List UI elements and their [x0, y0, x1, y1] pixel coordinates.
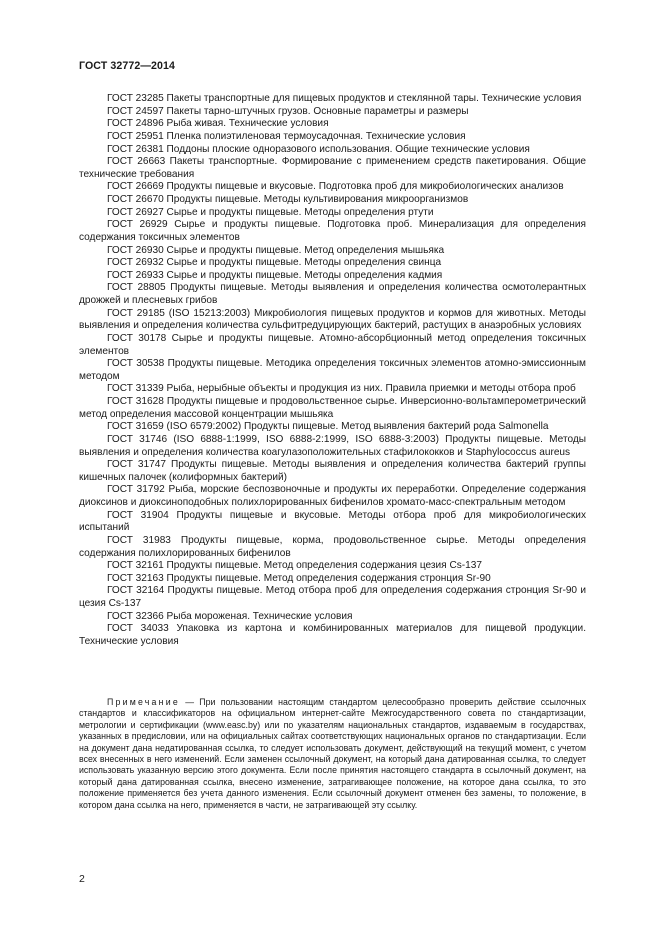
reference-item: ГОСТ 26932 Сырье и продукты пищевые. Методы определения свинца	[107, 257, 442, 269]
reference-item: ГОСТ 26933 Сырье и продукты пищевые. Методы определения кадмия	[107, 269, 443, 281]
reference-item: ГОСТ 26663 Пакеты транспортные. Формирование с применением средств пакетирования. Общие технические требования	[79, 156, 586, 180]
reference-item: ГОСТ 28805 Продукты пищевые. Методы выявления и определения количества осмотолерантных дрожжей и плесневых грибов	[79, 282, 586, 306]
reference-item: ГОСТ 31339 Рыба, нерыбные объекты и продукция из них. Правила приемки и методы отбора проб	[107, 383, 576, 395]
reference-item: ГОСТ 32366 Рыба мороженая. Технические условия	[107, 610, 353, 622]
reference-item: ГОСТ 31983 Продукты пищевые, корма, продовольственное сырье. Методы определения содержания полихлорированных бифенилов	[79, 534, 586, 559]
reference-item: ГОСТ 31747 Продукты пищевые. Методы выявления и определения количества бактерий группы кишечных палочек (колиформных бактерий)	[79, 459, 586, 483]
reference-item: ГОСТ 32163 Продукты пищевые. Метод определения содержания стронция Sr-90	[107, 572, 491, 584]
reference-item: ГОСТ 25951 Пленка полиэтиленовая термоусадочная. Технические условия	[107, 130, 466, 142]
reference-item: ГОСТ 34033 Упаковка из картона и комбинированных материалов для пищевой продукции. Технические условия	[79, 623, 586, 647]
note-label: Примечание	[107, 697, 180, 707]
reference-item: ГОСТ 26929 Сырье и продукты пищевые. Подготовка проб. Минерализация для определения содержания токсичных элементов	[79, 219, 586, 243]
reference-item: ГОСТ 24896 Рыба живая. Технические условия	[107, 118, 329, 130]
page-header: ГОСТ 32772—2014	[79, 60, 176, 72]
reference-item: ГОСТ 23285 Пакеты транспортные для пищевых продуктов и стеклянной тары. Технические условия	[107, 93, 582, 104]
reference-item: ГОСТ 31792 Рыба, морские беспозвоночные и продукты их переработки. Определение содержания диоксинов и диоксиноподобных полихлорированных бифенилов хромато-масс-спектральным методом	[79, 484, 586, 508]
note-text: — При пользовании настоящим стандартом целесообразно проверить действие ссылочных стандартов и классификаторов на официальном интернет-сайте Межгосударственного совета по стандартизации, метрологии и сертификации (www.easc.by) или по указателям национальных стандартов, издаваемым в государствах, указанных в предисловии, или на официальных сайтах соответствующих национальных органов по стандартизации. Если на документ дана недатированная ссылка, то следует использовать документ, действующий на текущий момент, с учетом всех внесенных в него изменений. Если заменен ссылочный документ, на который дана датированная ссылка, то следует использовать указанную версию этого документа. Если после принятия настоящего стандарта в ссылочный документ, на который дана датированная ссылка, внесено изменение, затрагивающее положение, на которое дана ссылка, то это положение применяется без учета данного изменения. Если ссылочный документ отменен без замены, то положение, в котором дана ссылка на него, применяется в части, не затрагивающей эту ссылку.	[79, 697, 586, 810]
note-paragraph	[79, 697, 586, 811]
reference-item: ГОСТ 31904 Продукты пищевые и вкусовые. Методы отбора проб для микробиологических испытаний	[79, 509, 586, 534]
reference-item: ГОСТ 26669 Продукты пищевые и вкусовые. Подготовка проб для микробиологических анализов	[107, 181, 564, 193]
reference-item: ГОСТ 31659 (ISO 6579:2002) Продукты пищевые. Метод выявления бактерий рода Salmonella	[107, 421, 549, 433]
reference-item: ГОСТ 32161 Продукты пищевые. Метод определения содержания цезия Cs-137	[107, 560, 482, 572]
reference-item: ГОСТ 29185 (ISO 15213:2003) Микробиология пищевых продуктов и кормов для животных. Методы выявления и определения количества сульфитредуцирующих бактерий, растущих в анаэробных условиях	[79, 307, 586, 332]
reference-item: ГОСТ 24597 Пакеты тарно-штучных грузов. Основные параметры и размеры	[107, 105, 469, 117]
page-number: 2	[79, 873, 85, 885]
reference-item: ГОСТ 31746 (ISO 6888-1:1999, ISO 6888-2:1999, ISO 6888-3:2003) Продукты пищевые. Методы выявления и определения количества коагулазоположительных стафилококков и Staphylococcus aureus	[79, 433, 586, 458]
reference-item: ГОСТ 26381 Поддоны плоские одноразового использования. Общие технические условия	[107, 143, 530, 155]
reference-item: ГОСТ 26670 Продукты пищевые. Методы культивирования микроорганизмов	[107, 194, 469, 205]
reference-item: ГОСТ 30538 Продукты пищевые. Методика определения токсичных элементов атомно-эмиссионным методом	[79, 358, 586, 382]
reference-item: ГОСТ 31628 Продукты пищевые и продовольственное сырье. Инверсионно-вольтамперометрический метод определения массовой концентрации мышьяка	[79, 396, 586, 420]
reference-item: ГОСТ 26930 Сырье и продукты пищевые. Метод определения мышьяка	[107, 244, 445, 256]
note	[79, 697, 586, 811]
reference-item: ГОСТ 32164 Продукты пищевые. Метод отбора проб для определения содержания стронция Sr-90 и цезия Cs-137	[79, 585, 586, 609]
reference-item: ГОСТ 30178 Сырье и продукты пищевые. Атомно-абсорбционный метод определения токсичных элементов	[79, 332, 586, 357]
normative-references	[79, 93, 586, 649]
reference-item: ГОСТ 26927 Сырье и продукты пищевые. Методы определения ртути	[107, 206, 434, 218]
